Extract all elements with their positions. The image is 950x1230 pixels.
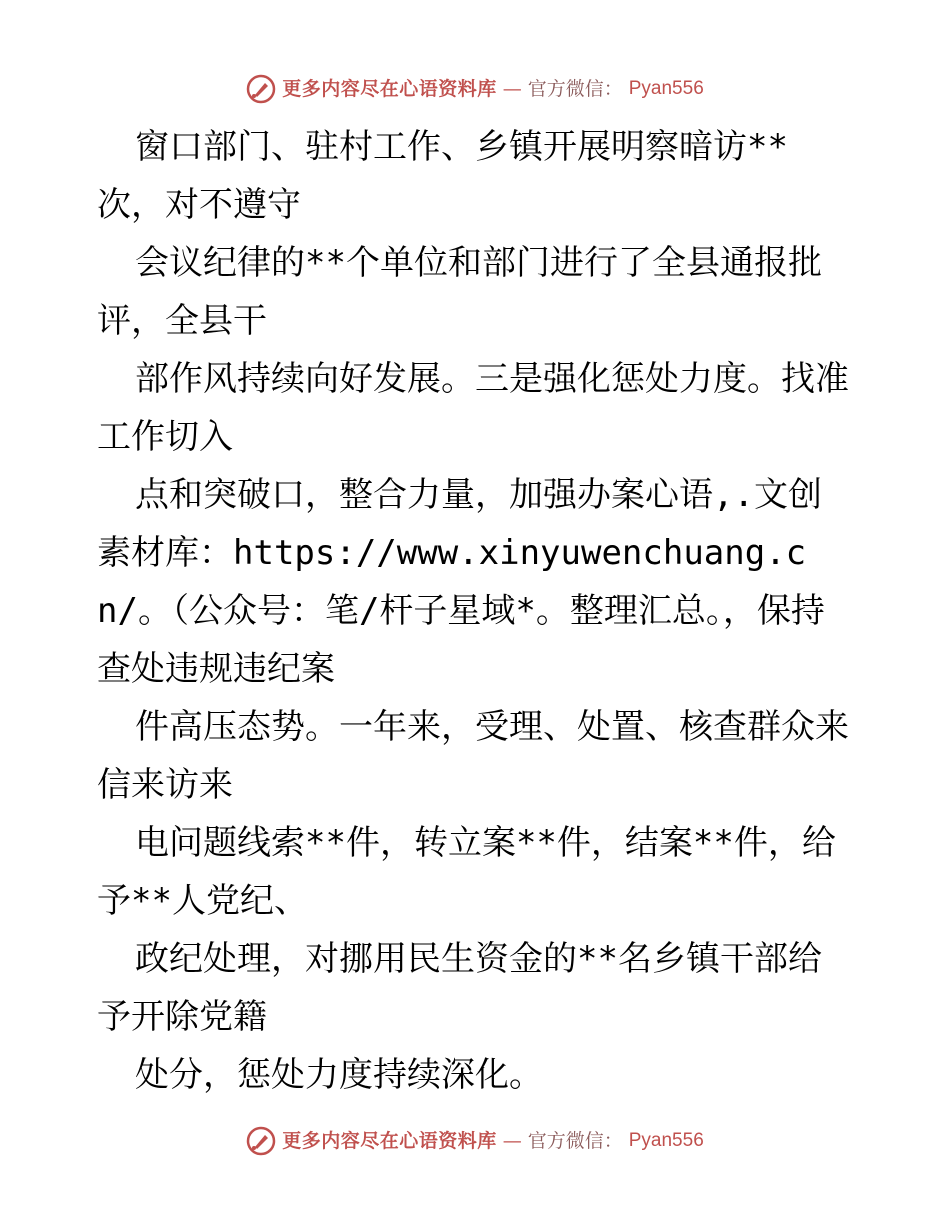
banner-dash: — <box>502 78 522 100</box>
banner-wechat-label: 官方微信： <box>527 78 623 100</box>
banner-text: 更多内容尽在心语资料库 <box>282 78 497 100</box>
banner-text: 更多内容尽在心语资料库 <box>282 1130 497 1152</box>
pen-nib-logo-icon <box>246 1126 276 1156</box>
paragraph: 窗口部门、驻村工作、乡镇开展明察暗访**次，对不遵守 <box>97 127 788 225</box>
paragraph: 处分，惩处力度持续深化。 <box>135 1055 543 1095</box>
body-text <box>97 118 853 1104</box>
header-banner <box>0 74 950 104</box>
paragraph: 会议纪律的**个单位和部门进行了全县通报批评，全县干 <box>97 243 822 341</box>
paragraph: 点和突破口，整合力量，加强办案心语,.文创素材库：https://www.xinyuwenchuang.cn/。（公众号：笔/杆子星域*。整理汇总。，保持查处违规违纪案 <box>97 475 825 689</box>
paragraph: 件高压态势。一年来，受理、处置、核查群众来信来访来 <box>97 707 849 805</box>
footer-banner <box>0 1126 950 1156</box>
pen-nib-logo-icon <box>246 74 276 104</box>
paragraph: 部作风持续向好发展。三是强化惩处力度。找准工作切入 <box>97 359 849 457</box>
paragraph: 政纪处理，对挪用民生资金的**名乡镇干部给予开除党籍 <box>97 939 822 1037</box>
paragraph: 电问题线索**件，转立案**件，结案**件，给予**人党纪、 <box>97 823 836 921</box>
banner-wechat-label: 官方微信： <box>527 1130 623 1152</box>
banner-dash: — <box>502 1130 522 1152</box>
banner-wechat-id: Pyan556 <box>628 1130 704 1151</box>
banner-wechat-id: Pyan556 <box>628 78 704 99</box>
